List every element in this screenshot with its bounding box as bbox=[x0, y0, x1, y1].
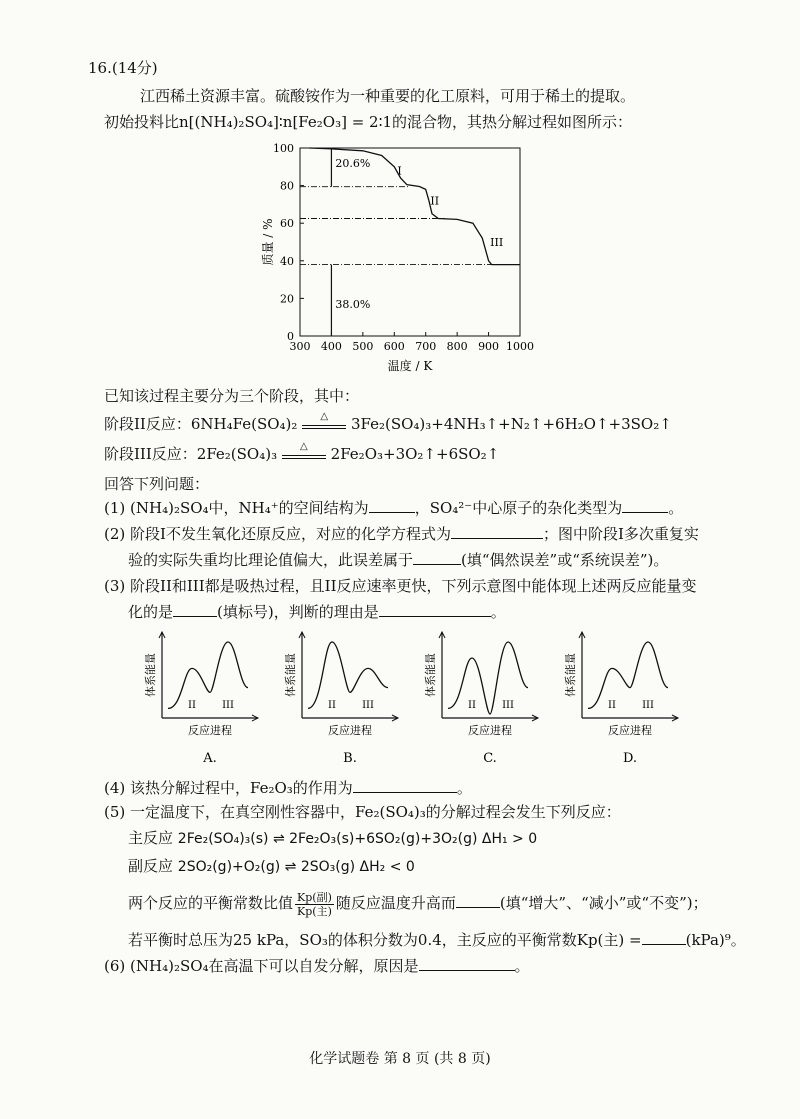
intro-line-1: 江西稀土资源丰富。硫酸铵作为一种重要的化工原料，可用于稀土的提取。 bbox=[140, 87, 636, 105]
energy-y-label: 体系能量 bbox=[144, 653, 157, 697]
q1-text-b: ，SO₄²⁻中心原子的杂化类型为 bbox=[414, 499, 623, 517]
stage2-equation bbox=[104, 411, 672, 434]
energy-x-label: 反应进程 bbox=[468, 724, 512, 737]
q5-main-equation: 2Fe₂(SO₄)₃(s) ⇌ 2Fe₂O₃(s)+6SO₂(g)+3O₂(g) ΔH₁ > 0 bbox=[177, 831, 538, 847]
stage2-right: 3Fe₂(SO₄)₃+4NH₃↑+N₂↑+6H₂O↑+3SO₂↑ bbox=[350, 415, 672, 433]
q4-text-a: (4) 该热分解过程中，Fe₂O₃的作用为 bbox=[104, 779, 353, 797]
peak-label-II: II bbox=[608, 700, 616, 711]
q3-line-1: (3) 阶段II和III都是吸热过程，且II反应速率更快，下列示意图中能体现上述两反应能量变 bbox=[104, 577, 697, 595]
answer-prompt: 回答下列问题： bbox=[104, 475, 210, 493]
stage3-arrow bbox=[282, 441, 326, 459]
stage2-arrow bbox=[302, 411, 346, 429]
q3-text-d: 。 bbox=[490, 603, 506, 621]
stage3-label: 阶段III反应： bbox=[104, 445, 197, 463]
stage2-label: 阶段II反应： bbox=[104, 415, 191, 433]
q5-kp-line bbox=[128, 930, 746, 950]
q5-kp-text-a: 若平衡时总压为25 kPa，SO₃的体积分数为0.4，主反应的平衡常数Kp(主) = bbox=[128, 931, 642, 949]
q4-line bbox=[104, 778, 472, 798]
x-tick-label: 900 bbox=[478, 340, 500, 353]
peak-label-III: III bbox=[222, 700, 234, 711]
kp-ratio-fraction bbox=[295, 891, 334, 918]
q1-line bbox=[104, 498, 683, 518]
q5-side-reaction bbox=[128, 856, 415, 877]
kp-ratio-denominator: Kp(主) bbox=[297, 904, 332, 918]
q6-line bbox=[104, 956, 530, 976]
peak-label-III: III bbox=[642, 700, 654, 711]
peak-label-II: II bbox=[188, 700, 196, 711]
q1-blank-2[interactable] bbox=[622, 512, 668, 513]
tga-chart bbox=[250, 138, 550, 383]
y-tick-label: 80 bbox=[280, 179, 294, 193]
x-tick-label: 400 bbox=[320, 340, 342, 353]
stage-label-II: II bbox=[430, 194, 440, 208]
q5-main-reaction bbox=[128, 828, 537, 849]
q3-text-b: 化的是 bbox=[128, 603, 174, 621]
energy-curve bbox=[448, 642, 528, 714]
energy-x-label: 反应进程 bbox=[188, 724, 232, 737]
q5-side-equation: 2SO₂(g)+O₂(g) ⇌ 2SO₃(g) ΔH₂ < 0 bbox=[177, 859, 415, 875]
plot-frame bbox=[300, 148, 520, 336]
question-number: 16. bbox=[88, 59, 112, 77]
option-letter: D. bbox=[622, 751, 638, 766]
x-axis-label: 温度 / K bbox=[387, 359, 433, 373]
q6-text-a: (6) (NH₄)₂SO₄在高温下可以自发分解，原因是 bbox=[104, 957, 419, 975]
q2-text-a: (2) 阶段I不发生氧化还原反应，对应的化学方程式为 bbox=[104, 525, 451, 543]
x-tick-label: 500 bbox=[352, 340, 374, 353]
q3-line-2 bbox=[128, 602, 506, 622]
q1-blank-1[interactable] bbox=[369, 512, 415, 513]
stage3-equation bbox=[104, 441, 500, 464]
page-footer: 化学试题卷 第 8 页 (共 8 页) bbox=[309, 1051, 491, 1067]
q3-blank-2[interactable] bbox=[379, 616, 491, 617]
q1-text-c: 。 bbox=[668, 499, 684, 517]
q2-text-c: 验的实际失重均比理论值偏大，此误差属于 bbox=[128, 551, 414, 569]
q2-text-b: ；图中阶段I多次重复实 bbox=[542, 525, 699, 543]
q2-line-2 bbox=[128, 550, 668, 570]
x-tick-label: 800 bbox=[446, 340, 468, 353]
x-tick-label: 300 bbox=[289, 340, 311, 353]
stage-label-I: I bbox=[397, 164, 402, 178]
option-letter: A. bbox=[203, 751, 217, 766]
y-tick-label: 100 bbox=[273, 142, 294, 155]
stage2-condition: △ bbox=[320, 411, 329, 422]
y-tick-label: 20 bbox=[280, 292, 294, 306]
q1-text-a: (1) (NH₄)₂SO₄中，NH₄⁺的空间结构为 bbox=[104, 499, 369, 517]
q5-kp-text-b: (kPa)⁹。 bbox=[685, 931, 746, 949]
question-score: (14分) bbox=[111, 59, 158, 77]
x-tick-label: 600 bbox=[383, 340, 405, 353]
energy-y-label: 体系能量 bbox=[424, 653, 437, 697]
kp-ratio-numerator: Kp(副) bbox=[297, 890, 332, 904]
q6-blank[interactable] bbox=[419, 970, 515, 971]
q3-blank-1[interactable] bbox=[173, 616, 217, 617]
q6-text-b: 。 bbox=[514, 957, 530, 975]
q4-text-b: 。 bbox=[456, 779, 472, 797]
energy-x-label: 反应进程 bbox=[328, 724, 372, 737]
q5-blank-2[interactable] bbox=[642, 944, 686, 945]
q5-ratio-text-c: (填“增大”、“减小”或“不变”)； bbox=[499, 894, 708, 912]
q2-blank-1[interactable] bbox=[451, 538, 543, 539]
energy-curve bbox=[168, 642, 248, 708]
energy-y-label: 体系能量 bbox=[564, 653, 577, 697]
x-tick-label: 1000 bbox=[506, 340, 534, 353]
peak-label-II: II bbox=[328, 700, 336, 711]
x-tick-label: 700 bbox=[415, 340, 437, 353]
q2-text-d: (填“偶然误差”或“系统误差”)。 bbox=[461, 551, 669, 569]
q5-side-label: 副反应 bbox=[128, 857, 174, 875]
y-axis-label: 质量 / % bbox=[261, 218, 275, 266]
y-tick-label: 60 bbox=[280, 217, 294, 231]
q5-ratio-text-b: 随反应温度升高而 bbox=[335, 894, 456, 912]
q5-ratio-line bbox=[128, 888, 708, 918]
q3-text-c: (填标号)，判断的理由是 bbox=[217, 603, 379, 621]
peak-label-III: III bbox=[502, 700, 514, 711]
energy-y-label: 体系能量 bbox=[284, 653, 297, 697]
stage-label-III: III bbox=[490, 235, 504, 249]
stage3-right: 2Fe₂O₃+3O₂↑+6SO₂↑ bbox=[330, 445, 500, 463]
y-tick-label: 40 bbox=[280, 254, 294, 268]
stage3-left: 2Fe₂(SO₄)₃ bbox=[196, 445, 278, 463]
energy-curve bbox=[588, 642, 668, 708]
peak-label-III: III bbox=[362, 700, 374, 711]
y-tick-label: 0 bbox=[287, 330, 294, 343]
q5-main-label: 主反应 bbox=[128, 829, 174, 847]
intro-line-2: 初始投料比n[(NH₄)₂SO₄]∶n[Fe₂O₃] = 2∶1的混合物，其热分解过程如图所示： bbox=[104, 113, 633, 131]
option-letter: B. bbox=[343, 751, 357, 766]
q2-blank-2[interactable] bbox=[413, 564, 461, 565]
q5-line-1: (5) 一定温度下，在真空刚性容器中，Fe₂(SO₄)₃的分解过程会发生下列反应： bbox=[104, 803, 621, 821]
annotation-20-6: 20.6% bbox=[335, 156, 371, 170]
q2-line-1 bbox=[104, 524, 699, 544]
question-header bbox=[88, 58, 158, 78]
q5-blank-1[interactable] bbox=[456, 907, 500, 908]
option-letter: C. bbox=[483, 751, 497, 766]
stage3-condition: △ bbox=[300, 441, 308, 452]
peak-label-II: II bbox=[468, 700, 476, 711]
stages-intro: 已知该过程主要分为三个阶段，其中： bbox=[104, 387, 360, 405]
stage2-left: 6NH₄Fe(SO₄)₂ bbox=[190, 415, 298, 433]
q5-ratio-text-a: 两个反应的平衡常数比值 bbox=[128, 894, 294, 912]
energy-diagrams bbox=[140, 622, 700, 772]
energy-curve bbox=[308, 642, 388, 708]
q4-blank[interactable] bbox=[353, 792, 457, 793]
annotation-38-0: 38.0% bbox=[335, 297, 371, 311]
energy-x-label: 反应进程 bbox=[608, 724, 652, 737]
